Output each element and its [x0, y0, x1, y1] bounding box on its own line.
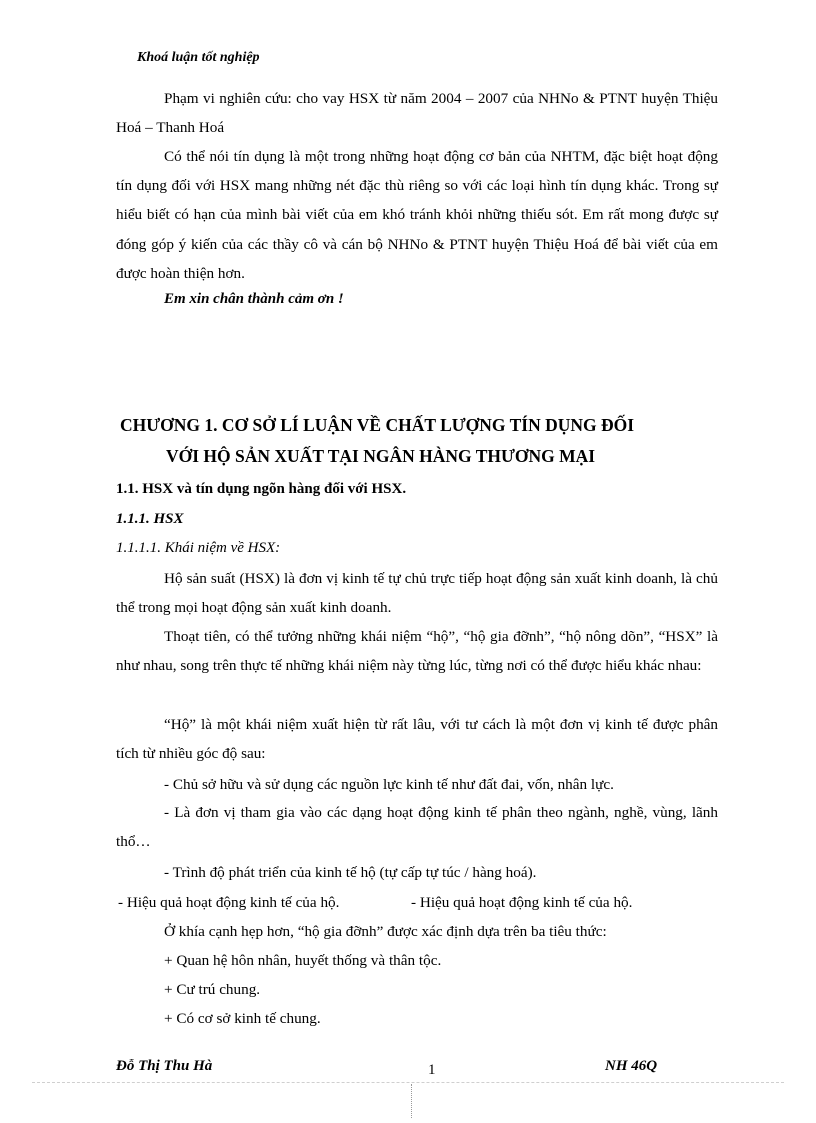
section-heading-1-1: 1.1. HSX và tín dụng ngõn hàng đối với HSX.: [116, 481, 407, 497]
footer-author: Đỗ Thị Thu Hà: [116, 1058, 213, 1074]
scope-paragraph: Phạm vi nghiên cứu: cho vay HSX từ năm 2004 – 2007 của NHNo & PTNT huyện Thiệu Hoá – Thanh Hoá: [116, 90, 718, 137]
chapter-title-line-1: CHƯƠNG 1. CƠ SỞ LÍ LUẬN VỀ CHẤT LƯỢNG TÍN DỤNG ĐỐI: [120, 415, 635, 435]
household-paragraph: “Hộ” là một khái niệm xuất hiện từ rất lâu, với tư cách là một đơn vị kinh tế được phân tích từ nhiều góc độ sau:: [116, 716, 718, 763]
bullet-item-4a: - Hiệu quả hoạt động kinh tế của hộ.: [118, 894, 340, 911]
bullet-item-1: - Chủ sở hữu và sử dụng các nguồn lực kinh tế như đất đai, vốn, nhân lực.: [164, 776, 614, 793]
bullet-item-2: - Là đơn vị tham gia vào các dạng hoạt động kinh tế phân theo ngành, nghề, vùng, lãnh thổ…: [116, 804, 718, 851]
footer-divider: [32, 1082, 784, 1083]
bullet-item-3: - Trình độ phát triển của kinh tế hộ (tự cấp tự túc / hàng hoá).: [164, 864, 537, 881]
document-header-title: Khoá luận tốt nghiệp: [137, 50, 260, 65]
family-criteria-intro: Ở khía cạnh hẹp hơn, “hộ gia đỡnh” được xác định dựa trên ba tiêu thức:: [164, 923, 607, 940]
concept-paragraph: Thoạt tiên, có thể tưởng những khái niệm “hộ”, “hộ gia đỡnh”, “hộ nông dõn”, “HSX” là như nhau, song trên thực tế những khái niệm này từng lúc, từng nơi có thể được hiểu khác nhau:: [116, 628, 718, 675]
intro-paragraph: Có thể nói tín dụng là một trong những hoạt động cơ bản của NHTM, đặc biệt hoạt động tín dụng đối với HSX mang những nét đặc thù riêng so với các loại hình tín dụng khác. Trong sự hiểu biết có hạn của mình bài viết của em khó tránh khỏi những thiếu sót. Em rất mong được sự đóng góp ý kiến của các thầy cô và cán bộ NHNo & PTNT huyện Thiệu Hoá để bài viết của em được hoàn thiện hơn.: [116, 148, 718, 282]
criteria-item-2: + Cư trú chung.: [164, 981, 261, 998]
footer-class-code: NH 46Q: [605, 1058, 658, 1074]
criteria-item-1: + Quan hệ hôn nhân, huyết thống và thân tộc.: [164, 952, 442, 969]
chapter-title: [116, 410, 716, 472]
definition-paragraph: Hộ sản suất (HSX) là đơn vị kinh tế tự chủ trực tiếp hoạt động sản xuất kinh doanh, là chủ thể trong mọi hoạt động sản xuất kinh doanh.: [116, 570, 718, 617]
section-heading-1-1-1-1: 1.1.1.1. Khái niệm về HSX:: [116, 540, 281, 556]
thanks-line: Em xin chân thành cảm ơn !: [164, 291, 344, 307]
criteria-item-3: + Có cơ sở kinh tế chung.: [164, 1010, 321, 1027]
page-number: 1: [428, 1062, 436, 1078]
chapter-title-line-2: VỚI HỘ SẢN XUẤT TẠI NGÂN HÀNG THƯƠNG MẠI: [166, 446, 596, 466]
page-center-marker: [411, 1084, 412, 1118]
bullet-item-4b: - Hiệu quả hoạt động kinh tế của hộ.: [411, 894, 633, 911]
section-heading-1-1-1: 1.1.1. HSX: [116, 511, 184, 527]
